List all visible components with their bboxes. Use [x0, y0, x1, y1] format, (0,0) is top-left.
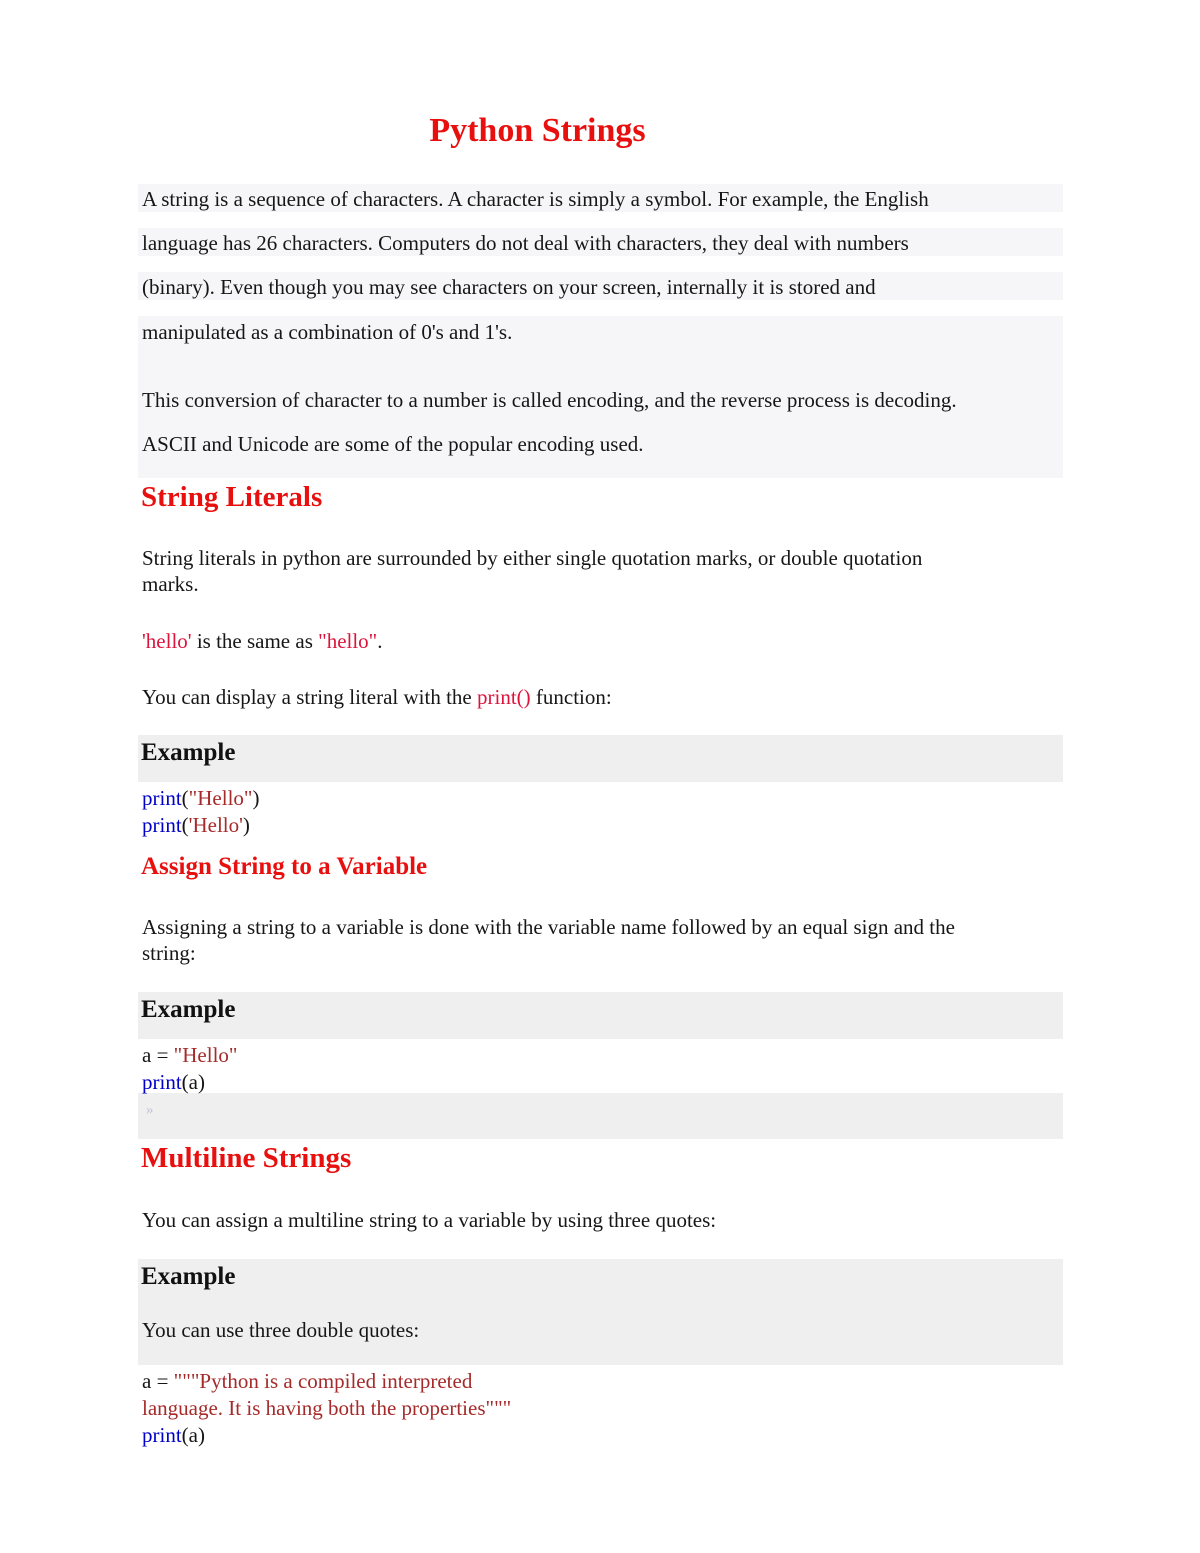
code-string: """Python is a compiled interpreted	[173, 1369, 473, 1393]
encoding-line-2: ASCII and Unicode are some of the popular encoding used.	[142, 432, 644, 456]
code-paren: )	[252, 786, 260, 810]
code-string: "Hello"	[173, 1043, 238, 1067]
code-keyword: print	[142, 1423, 182, 1447]
code-line	[142, 812, 250, 839]
code-line	[142, 785, 259, 812]
code-keyword: print	[142, 786, 182, 810]
code-line	[142, 1395, 511, 1422]
single-quote-example: 'hello'	[142, 629, 192, 653]
intro-line-2: language has 26 characters. Computers do not deal with characters, they deal with numbers	[142, 231, 909, 255]
code-args: (a)	[181, 1423, 205, 1447]
code-line	[142, 1042, 237, 1069]
code-line	[142, 1368, 472, 1395]
assign-desc-2: string:	[142, 941, 196, 965]
code-line	[142, 1422, 205, 1449]
example-band-2	[138, 992, 1063, 1039]
display-text-post: function:	[530, 685, 612, 709]
print-function-ref: print()	[477, 685, 531, 709]
code-paren: (	[181, 813, 189, 837]
code-paren: (	[181, 786, 189, 810]
code-assign: a =	[142, 1043, 174, 1067]
heading-string-literals: String Literals	[141, 481, 323, 513]
multiline-example-desc: You can use three double quotes:	[142, 1318, 420, 1342]
encoding-line-1: This conversion of character to a number is called encoding, and the reverse process is decoding.	[142, 388, 957, 412]
example-band-1	[138, 735, 1063, 782]
display-line	[142, 684, 612, 710]
string-literals-desc-2: marks.	[142, 572, 199, 596]
example-band-3	[138, 1259, 1063, 1365]
try-it-arrow-icon[interactable]: »	[146, 1102, 154, 1118]
example-label-1: Example	[141, 739, 236, 766]
double-quote-example: "hello"	[318, 629, 378, 653]
code-string: language. It is having both the properties"""	[142, 1396, 512, 1420]
arrow-band	[138, 1093, 1063, 1139]
example-label-3: Example	[141, 1263, 236, 1290]
display-text-pre: You can display a string literal with the	[142, 685, 477, 709]
page-title: Python Strings	[429, 112, 646, 149]
same-as-period: .	[377, 629, 383, 653]
same-as-text: is the same as	[191, 629, 319, 653]
heading-multiline-strings: Multiline Strings	[141, 1142, 352, 1174]
code-assign: a =	[142, 1369, 174, 1393]
code-line	[142, 1069, 205, 1096]
code-string: "Hello"	[188, 786, 253, 810]
assign-desc-1: Assigning a string to a variable is done with the variable name followed by an equal sign and the	[142, 915, 955, 939]
code-keyword: print	[142, 813, 182, 837]
intro-line-4: manipulated as a combination of 0's and 1's.	[142, 320, 513, 344]
multiline-desc: You can assign a multiline string to a variable by using three quotes:	[142, 1208, 717, 1232]
heading-assign-string: Assign String to a Variable	[141, 853, 428, 880]
code-string: 'Hello'	[188, 813, 243, 837]
intro-line-1: A string is a sequence of characters. A character is simply a symbol. For example, the English	[142, 187, 929, 211]
example-label-2: Example	[141, 996, 236, 1023]
code-keyword: print	[142, 1070, 182, 1094]
intro-line-3: (binary). Even though you may see characters on your screen, internally it is stored and	[142, 275, 876, 299]
string-literals-desc-1: String literals in python are surrounded by either single quotation marks, or double quotation	[142, 546, 923, 570]
code-args: (a)	[181, 1070, 205, 1094]
code-paren: )	[242, 813, 250, 837]
same-as-line	[142, 628, 383, 654]
